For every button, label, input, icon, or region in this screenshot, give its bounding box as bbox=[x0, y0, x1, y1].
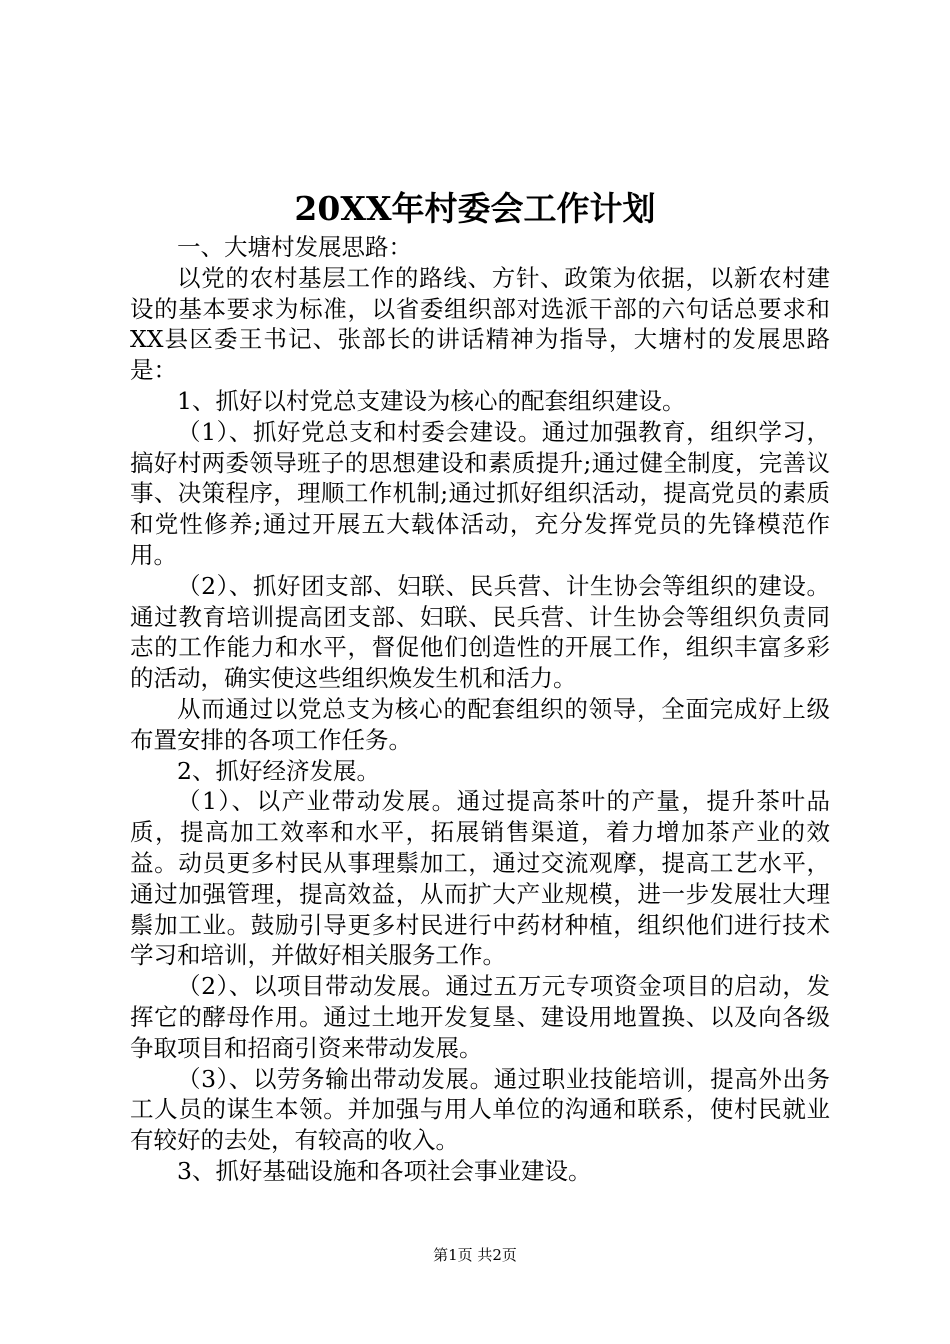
paragraph: （3）、以劳务输出带动发展。通过职业技能培训，提高外出务工人员的谋生本领。并加强与用人单位的沟通和联系，使村民就业有较好的去处，有较高的收入。 bbox=[130, 1064, 830, 1155]
paragraph: （1）、以产业带动发展。通过提高茶叶的产量，提升茶叶品质，提高加工效率和水平，拓展销售渠道，着力增加茶产业的效益。动员更多村民从事理鬃加工，通过交流观摩，提高工艺水平，通过加强管理，提高效益，从而扩大产业规模，进一步发展壮大理鬃加工业。鼓励引导更多村民进行中药材种植，组织他们进行技术学习和培训，并做好相关服务工作。 bbox=[130, 787, 830, 970]
paragraph: （2）、以项目带动发展。通过五万元专项资金项目的启动，发挥它的酵母作用。通过土地开发复垦、建设用地置换、以及向各级争取项目和招商引资来带动发展。 bbox=[130, 972, 830, 1062]
paragraph-item-heading: 2、抓好经济发展。 bbox=[177, 756, 380, 785]
document-title: 20XX年村委会工作计划 bbox=[294, 189, 656, 228]
paragraph-item-heading: 1、抓好以村党总支建设为核心的配套组织建设。 bbox=[177, 386, 686, 415]
paragraph: 从而通过以党总支为核心的配套组织的领导，全面完成好上级布置安排的各项工作任务。 bbox=[130, 694, 830, 754]
paragraph: （1）、抓好党总支和村委会建设。通过加强教育，组织学习，搞好村两委领导班子的思想建设和素质提升;通过健全制度，完善议事、决策程序，理顺工作机制;通过抓好组织活动，提高党员的素质和党性修养;通过开展五大载体活动，充分发挥党员的先锋模范作用。 bbox=[130, 417, 830, 569]
paragraph: （2）、抓好团支部、妇联、民兵营、计生协会等组织的建设。通过教育培训提高团支部、妇联、民兵营、计生协会等组织负责同志的工作能力和水平，督促他们创造性的开展工作，组织丰富多彩的活动，确实使这些组织焕发生机和活力。 bbox=[130, 571, 830, 693]
paragraph-section-heading: 一、大塘村发展思路： bbox=[177, 233, 412, 261]
page-number-footer: 第1页 共2页 bbox=[433, 1246, 517, 1264]
document-body bbox=[130, 232, 830, 1187]
paragraph: 以党的农村基层工作的路线、方针、政策为依据，以新农村建设的基本要求为标准，以省委组织部对选派干部的六句话总要求和XX县区委王书记、张部长的讲话精神为指导，大塘村的发展思路是： bbox=[130, 263, 830, 385]
paragraph-item-heading: 3、抓好基础设施和各项社会事业建设。 bbox=[177, 1156, 592, 1185]
